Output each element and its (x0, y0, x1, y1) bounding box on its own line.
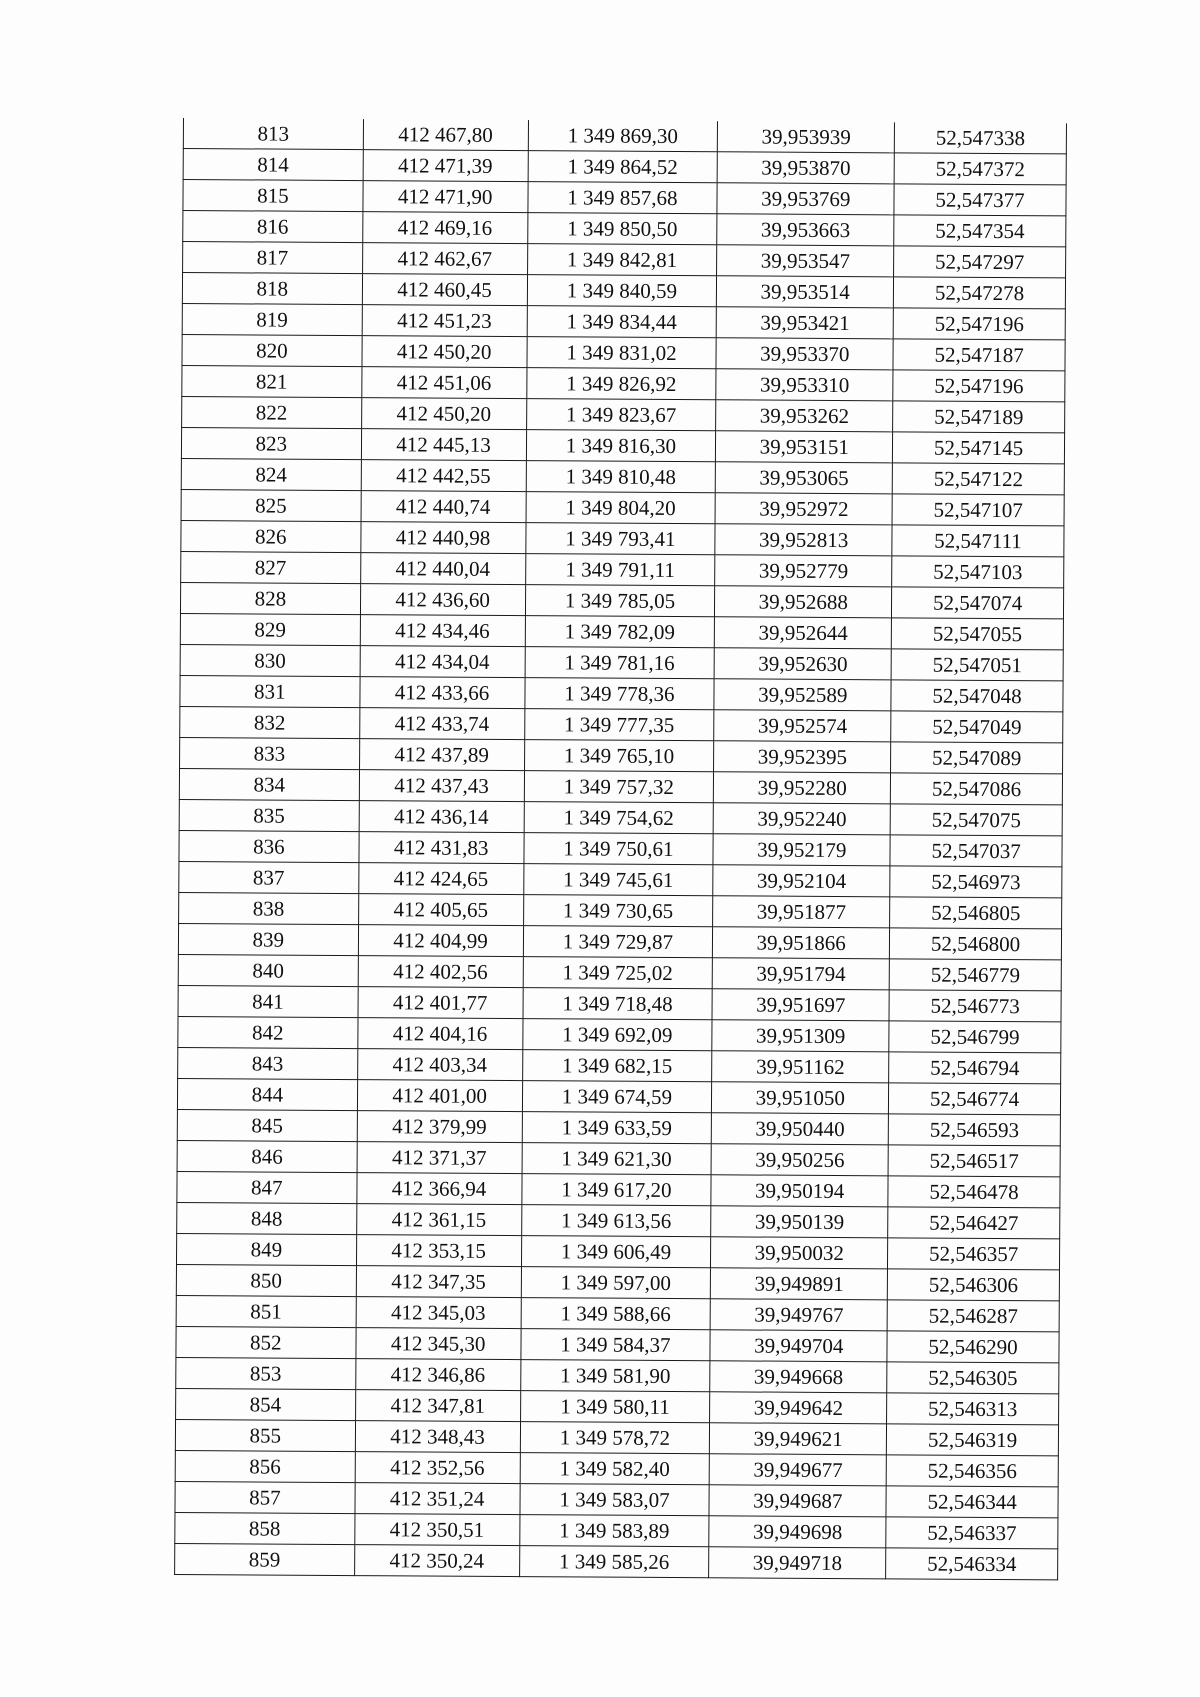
x-coordinate-cell: 412 440,04 (360, 553, 525, 585)
longitude-cell: 52,546334 (886, 1548, 1058, 1580)
longitude-cell: 52,546973 (890, 866, 1062, 898)
latitude-cell: 39,953870 (717, 152, 894, 184)
y-coordinate-cell: 1 349 834,44 (527, 306, 717, 338)
x-coordinate-cell: 412 469,16 (362, 212, 527, 244)
longitude-cell: 52,547074 (892, 587, 1064, 619)
longitude-cell: 52,546313 (887, 1393, 1059, 1425)
point-number-cell: 855 (175, 1419, 355, 1451)
x-coordinate-cell: 412 450,20 (361, 398, 526, 430)
longitude-cell: 52,547196 (893, 370, 1065, 402)
latitude-cell: 39,950194 (711, 1175, 888, 1207)
point-number-cell: 825 (181, 489, 361, 521)
point-number-cell: 854 (176, 1388, 356, 1420)
point-number-cell: 839 (178, 923, 358, 955)
point-number-cell: 824 (181, 458, 361, 490)
latitude-cell: 39,949698 (709, 1516, 886, 1548)
x-coordinate-cell: 412 431,83 (359, 832, 524, 864)
longitude-cell: 52,547377 (894, 184, 1066, 216)
point-number-cell: 840 (178, 954, 358, 986)
y-coordinate-cell: 1 349 606,49 (521, 1236, 711, 1268)
x-coordinate-cell: 412 404,16 (357, 1018, 522, 1050)
latitude-cell: 39,950440 (712, 1113, 889, 1145)
y-coordinate-cell: 1 349 745,61 (523, 864, 713, 896)
longitude-cell: 52,546337 (886, 1517, 1058, 1549)
y-coordinate-cell: 1 349 581,90 (520, 1360, 710, 1392)
x-coordinate-cell: 412 348,43 (355, 1421, 520, 1453)
point-number-cell: 844 (177, 1078, 357, 1110)
latitude-cell: 39,953370 (716, 338, 893, 370)
point-number-cell: 846 (177, 1140, 357, 1172)
point-number-cell: 847 (177, 1171, 357, 1203)
latitude-cell: 39,953262 (716, 400, 893, 432)
point-number-cell: 836 (179, 830, 359, 862)
longitude-cell: 52,546779 (889, 959, 1061, 991)
latitude-cell: 39,953514 (717, 276, 894, 308)
longitude-cell: 52,546773 (889, 990, 1061, 1022)
x-coordinate-cell: 412 436,14 (359, 801, 524, 833)
point-number-cell: 856 (175, 1450, 355, 1482)
x-coordinate-cell: 412 434,46 (360, 615, 525, 647)
point-number-cell: 823 (181, 427, 361, 459)
y-coordinate-cell: 1 349 857,68 (527, 182, 717, 214)
longitude-cell: 52,546794 (889, 1052, 1061, 1084)
y-coordinate-cell: 1 349 777,35 (524, 709, 714, 741)
point-number-cell: 826 (181, 520, 361, 552)
y-coordinate-cell: 1 349 692,09 (522, 1019, 712, 1051)
point-number-cell: 831 (180, 675, 360, 707)
longitude-cell: 52,547297 (894, 246, 1066, 278)
y-coordinate-cell: 1 349 729,87 (523, 926, 713, 958)
x-coordinate-cell: 412 401,00 (357, 1080, 522, 1112)
point-number-cell: 842 (178, 1016, 358, 1048)
longitude-cell: 52,546357 (888, 1238, 1060, 1270)
point-number-cell: 814 (183, 149, 363, 181)
y-coordinate-cell: 1 349 597,00 (521, 1267, 711, 1299)
point-number-cell: 833 (180, 737, 360, 769)
y-coordinate-cell: 1 349 765,10 (524, 740, 714, 772)
latitude-cell: 39,949718 (709, 1547, 886, 1579)
y-coordinate-cell: 1 349 613,56 (521, 1205, 711, 1237)
latitude-cell: 39,952630 (714, 648, 891, 680)
x-coordinate-cell: 412 467,80 (363, 119, 528, 151)
longitude-cell: 52,547145 (893, 432, 1065, 464)
longitude-cell: 52,546290 (887, 1331, 1059, 1363)
y-coordinate-cell: 1 349 842,81 (527, 244, 717, 276)
x-coordinate-cell: 412 351,24 (355, 1483, 520, 1515)
point-number-cell: 832 (180, 706, 360, 738)
point-number-cell: 848 (177, 1202, 357, 1234)
point-number-cell: 822 (182, 396, 362, 428)
y-coordinate-cell: 1 349 585,26 (519, 1546, 709, 1578)
x-coordinate-cell: 412 361,15 (356, 1204, 521, 1236)
point-number-cell: 852 (176, 1326, 356, 1358)
y-coordinate-cell: 1 349 810,48 (526, 461, 716, 493)
y-coordinate-cell: 1 349 682,15 (522, 1050, 712, 1082)
longitude-cell: 52,547338 (894, 122, 1066, 154)
point-number-cell: 818 (182, 273, 362, 305)
latitude-cell: 39,949621 (710, 1423, 887, 1455)
longitude-cell: 52,546305 (887, 1362, 1059, 1394)
longitude-cell: 52,547037 (890, 835, 1062, 867)
x-coordinate-cell: 412 352,56 (355, 1452, 520, 1484)
x-coordinate-cell: 412 442,55 (361, 460, 526, 492)
point-number-cell: 815 (183, 180, 363, 212)
longitude-cell: 52,547278 (894, 277, 1066, 309)
longitude-cell: 52,546774 (889, 1083, 1061, 1115)
y-coordinate-cell: 1 349 725,02 (523, 957, 713, 989)
y-coordinate-cell: 1 349 583,89 (519, 1515, 709, 1547)
latitude-cell: 39,952688 (715, 586, 892, 618)
longitude-cell: 52,546800 (890, 928, 1062, 960)
x-coordinate-cell: 412 347,81 (355, 1390, 520, 1422)
point-number-cell: 830 (180, 644, 360, 676)
longitude-cell: 52,546306 (887, 1269, 1059, 1301)
y-coordinate-cell: 1 349 778,36 (524, 678, 714, 710)
latitude-cell: 39,950256 (711, 1144, 888, 1176)
latitude-cell: 39,949677 (710, 1454, 887, 1486)
latitude-cell: 39,952589 (714, 679, 891, 711)
latitude-cell: 39,952280 (714, 772, 891, 804)
y-coordinate-cell: 1 349 718,48 (523, 988, 713, 1020)
x-coordinate-cell: 412 460,45 (362, 274, 527, 306)
y-coordinate-cell: 1 349 864,52 (528, 151, 718, 183)
latitude-cell: 39,949891 (711, 1268, 888, 1300)
longitude-cell: 52,547107 (892, 494, 1064, 526)
y-coordinate-cell: 1 349 840,59 (527, 275, 717, 307)
y-coordinate-cell: 1 349 781,16 (525, 647, 715, 679)
y-coordinate-cell: 1 349 582,40 (520, 1453, 710, 1485)
longitude-cell: 52,547075 (890, 804, 1062, 836)
point-number-cell: 850 (176, 1264, 356, 1296)
latitude-cell: 39,951162 (712, 1051, 889, 1083)
y-coordinate-cell: 1 349 791,11 (525, 554, 715, 586)
latitude-cell: 39,949687 (709, 1485, 886, 1517)
longitude-cell: 52,547048 (891, 680, 1063, 712)
longitude-cell: 52,547354 (894, 215, 1066, 247)
longitude-cell: 52,547089 (891, 742, 1063, 774)
x-coordinate-cell: 412 462,67 (362, 243, 527, 275)
point-number-cell: 816 (183, 211, 363, 243)
x-coordinate-cell: 412 433,74 (359, 708, 524, 740)
x-coordinate-cell: 412 371,37 (357, 1142, 522, 1174)
point-number-cell: 821 (182, 365, 362, 397)
point-number-cell: 835 (179, 799, 359, 831)
latitude-cell: 39,953065 (716, 462, 893, 494)
point-number-cell: 841 (178, 985, 358, 1017)
x-coordinate-cell: 412 436,60 (360, 584, 525, 616)
latitude-cell: 39,949704 (710, 1330, 887, 1362)
x-coordinate-cell: 412 401,77 (358, 987, 523, 1019)
longitude-cell: 52,547111 (892, 525, 1064, 557)
x-coordinate-cell: 412 440,98 (361, 522, 526, 554)
x-coordinate-cell: 412 440,74 (361, 491, 526, 523)
x-coordinate-cell: 412 404,99 (358, 925, 523, 957)
latitude-cell: 39,952240 (713, 803, 890, 835)
x-coordinate-cell: 412 433,66 (360, 677, 525, 709)
longitude-cell: 52,546805 (890, 897, 1062, 929)
point-number-cell: 829 (180, 613, 360, 645)
longitude-cell: 52,547055 (891, 618, 1063, 650)
y-coordinate-cell: 1 349 816,30 (526, 430, 716, 462)
latitude-cell: 39,953310 (716, 369, 893, 401)
coordinates-table-body (175, 118, 1067, 1580)
y-coordinate-cell: 1 349 621,30 (522, 1143, 712, 1175)
latitude-cell: 39,952104 (713, 865, 890, 897)
x-coordinate-cell: 412 345,30 (356, 1328, 521, 1360)
latitude-cell: 39,950139 (711, 1206, 888, 1238)
x-coordinate-cell: 412 434,04 (360, 646, 525, 678)
latitude-cell: 39,953421 (717, 307, 894, 339)
y-coordinate-cell: 1 349 782,09 (525, 616, 715, 648)
point-number-cell: 820 (182, 334, 362, 366)
table-row (175, 1543, 1058, 1579)
point-number-cell: 845 (177, 1109, 357, 1141)
x-coordinate-cell: 412 345,03 (356, 1297, 521, 1329)
x-coordinate-cell: 412 471,39 (363, 150, 528, 182)
latitude-cell: 39,951309 (712, 1020, 889, 1052)
x-coordinate-cell: 412 450,20 (362, 336, 527, 368)
x-coordinate-cell: 412 437,89 (359, 739, 524, 771)
y-coordinate-cell: 1 349 674,59 (522, 1081, 712, 1113)
x-coordinate-cell: 412 437,43 (359, 770, 524, 802)
longitude-cell: 52,546799 (889, 1021, 1061, 1053)
x-coordinate-cell: 412 379,99 (357, 1111, 522, 1143)
longitude-cell: 52,546344 (886, 1486, 1058, 1518)
y-coordinate-cell: 1 349 588,66 (521, 1298, 711, 1330)
point-number-cell: 834 (179, 768, 359, 800)
latitude-cell: 39,952644 (715, 617, 892, 649)
x-coordinate-cell: 412 350,51 (354, 1514, 519, 1546)
longitude-cell: 52,546478 (888, 1176, 1060, 1208)
longitude-cell: 52,546427 (888, 1207, 1060, 1239)
coordinates-table (174, 118, 1067, 1580)
x-coordinate-cell: 412 353,15 (356, 1235, 521, 1267)
x-coordinate-cell: 412 403,34 (357, 1049, 522, 1081)
latitude-cell: 39,953151 (716, 431, 893, 463)
point-number-cell: 817 (183, 242, 363, 274)
y-coordinate-cell: 1 349 583,07 (519, 1484, 709, 1516)
x-coordinate-cell: 412 471,90 (363, 181, 528, 213)
latitude-cell: 39,951877 (713, 896, 890, 928)
point-number-cell: 853 (176, 1357, 356, 1389)
y-coordinate-cell: 1 349 617,20 (521, 1174, 711, 1206)
point-number-cell: 843 (178, 1047, 358, 1079)
y-coordinate-cell: 1 349 804,20 (526, 492, 716, 524)
y-coordinate-cell: 1 349 850,50 (527, 213, 717, 245)
point-number-cell: 851 (176, 1295, 356, 1327)
y-coordinate-cell: 1 349 757,32 (524, 771, 714, 803)
latitude-cell: 39,953547 (717, 245, 894, 277)
latitude-cell: 39,949767 (710, 1299, 887, 1331)
longitude-cell: 52,547051 (891, 649, 1063, 681)
y-coordinate-cell: 1 349 754,62 (524, 802, 714, 834)
y-coordinate-cell: 1 349 823,67 (526, 399, 716, 431)
x-coordinate-cell: 412 350,24 (354, 1545, 519, 1577)
x-coordinate-cell: 412 402,56 (358, 956, 523, 988)
latitude-cell: 39,949642 (710, 1392, 887, 1424)
longitude-cell: 52,546287 (887, 1300, 1059, 1332)
latitude-cell: 39,952813 (715, 524, 892, 556)
point-number-cell: 858 (175, 1512, 355, 1544)
latitude-cell: 39,952972 (715, 493, 892, 525)
longitude-cell: 52,547103 (892, 556, 1064, 588)
y-coordinate-cell: 1 349 633,59 (522, 1112, 712, 1144)
longitude-cell: 52,546517 (888, 1145, 1060, 1177)
y-coordinate-cell: 1 349 580,11 (520, 1391, 710, 1423)
y-coordinate-cell: 1 349 793,41 (525, 523, 715, 555)
point-number-cell: 837 (179, 861, 359, 893)
latitude-cell: 39,949668 (710, 1361, 887, 1393)
longitude-cell: 52,546356 (886, 1455, 1058, 1487)
latitude-cell: 39,953939 (718, 121, 895, 153)
x-coordinate-cell: 412 451,23 (362, 305, 527, 337)
latitude-cell: 39,952179 (713, 834, 890, 866)
y-coordinate-cell: 1 349 785,05 (525, 585, 715, 617)
point-number-cell: 828 (180, 582, 360, 614)
x-coordinate-cell: 412 424,65 (358, 863, 523, 895)
latitude-cell: 39,953769 (717, 183, 894, 215)
x-coordinate-cell: 412 366,94 (357, 1173, 522, 1205)
y-coordinate-cell: 1 349 578,72 (520, 1422, 710, 1454)
x-coordinate-cell: 412 347,35 (356, 1266, 521, 1298)
point-number-cell: 857 (175, 1481, 355, 1513)
y-coordinate-cell: 1 349 750,61 (523, 833, 713, 865)
point-number-cell: 838 (179, 892, 359, 924)
x-coordinate-cell: 412 405,65 (358, 894, 523, 926)
point-number-cell: 813 (183, 118, 363, 150)
latitude-cell: 39,952395 (714, 741, 891, 773)
x-coordinate-cell: 412 346,86 (355, 1359, 520, 1391)
latitude-cell: 39,951697 (712, 989, 889, 1021)
longitude-cell: 52,546319 (887, 1424, 1059, 1456)
latitude-cell: 39,953663 (717, 214, 894, 246)
point-number-cell: 827 (181, 551, 361, 583)
x-coordinate-cell: 412 445,13 (361, 429, 526, 461)
latitude-cell: 39,951050 (712, 1082, 889, 1114)
longitude-cell: 52,547049 (891, 711, 1063, 743)
y-coordinate-cell: 1 349 826,92 (526, 368, 716, 400)
point-number-cell: 849 (176, 1233, 356, 1265)
longitude-cell: 52,547196 (893, 308, 1065, 340)
longitude-cell: 52,547086 (890, 773, 1062, 805)
latitude-cell: 39,951866 (713, 927, 890, 959)
x-coordinate-cell: 412 451,06 (361, 367, 526, 399)
y-coordinate-cell: 1 349 831,02 (526, 337, 716, 369)
longitude-cell: 52,547122 (892, 463, 1064, 495)
longitude-cell: 52,546593 (888, 1114, 1060, 1146)
y-coordinate-cell: 1 349 730,65 (523, 895, 713, 927)
point-number-cell: 859 (175, 1543, 355, 1575)
latitude-cell: 39,952574 (714, 710, 891, 742)
longitude-cell: 52,547189 (893, 401, 1065, 433)
latitude-cell: 39,952779 (715, 555, 892, 587)
y-coordinate-cell: 1 349 869,30 (528, 120, 718, 152)
longitude-cell: 52,547187 (893, 339, 1065, 371)
y-coordinate-cell: 1 349 584,37 (520, 1329, 710, 1361)
point-number-cell: 819 (182, 303, 362, 335)
latitude-cell: 39,951794 (713, 958, 890, 990)
longitude-cell: 52,547372 (894, 153, 1066, 185)
latitude-cell: 39,950032 (711, 1237, 888, 1269)
